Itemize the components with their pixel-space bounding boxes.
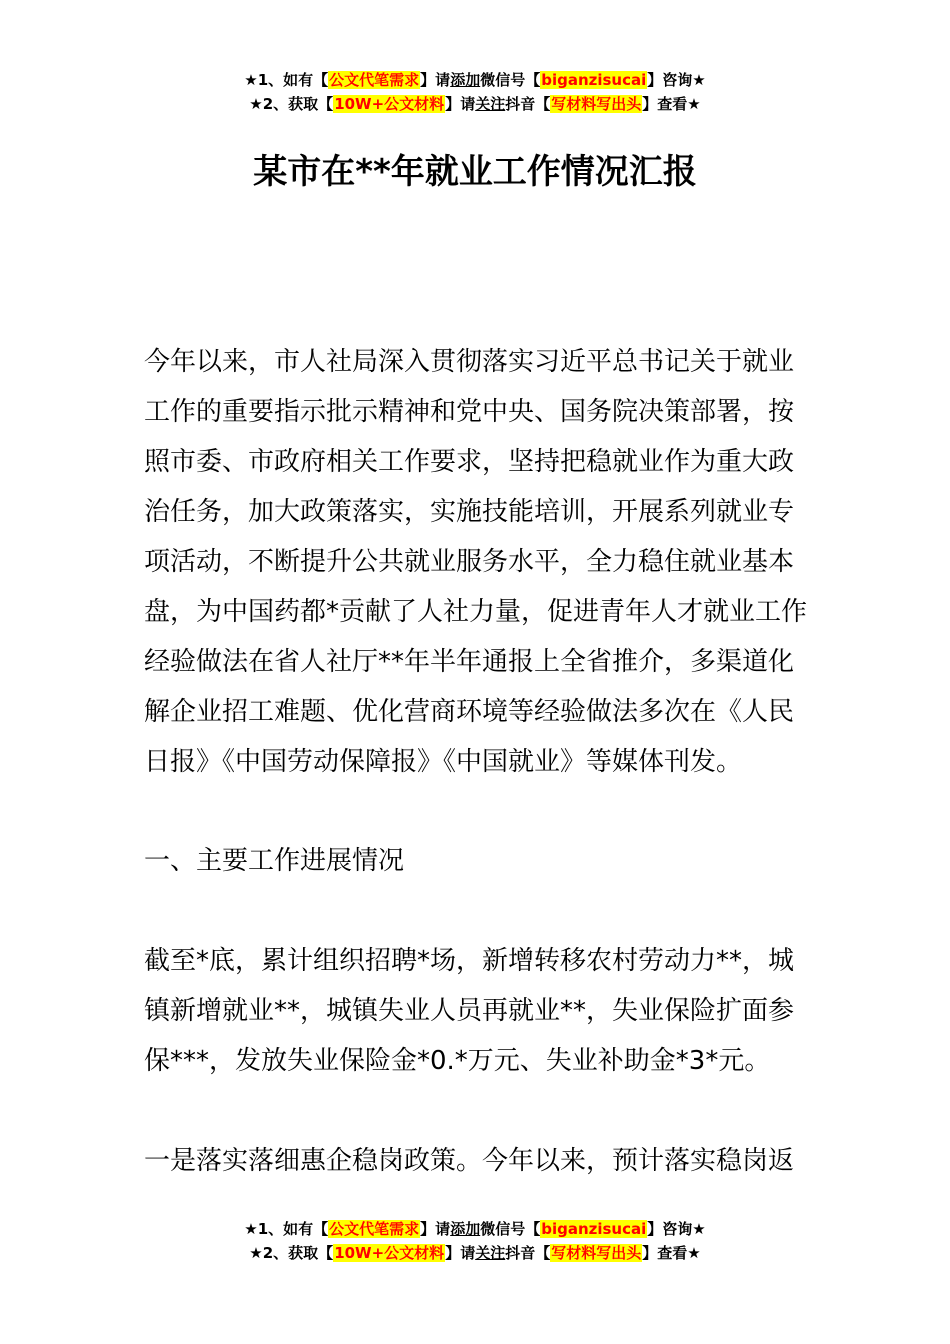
notice-text: ★2、获取【 [249,95,334,113]
section-heading [144,836,808,886]
notice-text: ★1、如有【 [244,71,329,89]
notice-highlight: 公文代笔需求 [329,1220,420,1238]
paragraph-line: 盘，为中国药都*贡献了人社力量，促进青年人才就业工作 [144,597,808,627]
notice-line-2 [0,92,950,116]
paragraph-line: 项活动，不断提升公共就业服务水平，全力稳住就业基本 [144,547,795,577]
point-one-paragraph [144,1136,808,1186]
notice-text: 】请 [445,95,476,113]
notice-text: ★1、如有【 [244,1220,329,1238]
notice-highlight: biganzisucai [541,71,647,89]
paragraph-line: 工作的重要指示批示精神和党中央、国务院决策部署，按 [144,397,795,427]
notice-line-1 [0,68,950,92]
notice-line-2 [0,1241,950,1265]
footer-notice [0,1217,950,1265]
document-title: 某市在**年就业工作情况汇报 [253,152,697,192]
paragraph-line: 解企业招工难题、优化营商环境等经验做法多次在《人民 [144,697,795,727]
header-notice [0,68,950,116]
notice-text: 抖音【 [505,95,551,113]
notice-underline: 关注 [475,1244,506,1262]
notice-text: 】咨询★ [647,71,706,89]
intro-paragraph [144,337,808,787]
notice-line-1 [0,1217,950,1241]
paragraph-line: 今年以来，市人社局深入贯彻落实习近平总书记关于就业 [144,347,795,377]
notice-text: 】查看★ [642,95,701,113]
paragraph-line: 经验做法在省人社厅**年半年通报上全省推介，多渠道化 [144,647,795,677]
notice-text: 微信号【 [480,71,541,89]
notice-underline: 添加 [450,1220,481,1238]
paragraph-line: 保***，发放失业保险金*0.*万元、失业补助金*3*元。 [144,1046,771,1076]
notice-text: 】请 [420,1220,451,1238]
notice-text: 】请 [445,1244,476,1262]
notice-highlight: 公文代笔需求 [329,71,420,89]
section-heading-text: 一、主要工作进展情况 [144,846,405,876]
notice-text: 】请 [420,71,451,89]
paragraph-line: 照市委、市政府相关工作要求，坚持把稳就业作为重大政 [144,447,795,477]
notice-underline: 添加 [450,71,481,89]
notice-highlight: 10W+公文材料 [334,95,445,113]
notice-highlight: biganzisucai [541,1220,647,1238]
paragraph-line: 治任务，加大政策落实，实施技能培训，开展系列就业专 [144,497,795,527]
notice-text: 】查看★ [642,1244,701,1262]
notice-highlight: 写材料写出头 [551,95,642,113]
stats-paragraph [144,936,808,1086]
notice-underline: 关注 [475,95,506,113]
notice-text: 】咨询★ [647,1220,706,1238]
paragraph-line: 截至*底，累计组织招聘*场，新增转移农村劳动力**，城 [144,946,795,976]
notice-text: 抖音【 [505,1244,551,1262]
notice-highlight: 10W+公文材料 [334,1244,445,1262]
notice-highlight: 写材料写出头 [551,1244,642,1262]
paragraph-line: 日报》《中国劳动保障报》《中国就业》等媒体刊发。 [144,747,743,777]
notice-text: 微信号【 [480,1220,541,1238]
paragraph-line: 一是落实落细惠企稳岗政策。今年以来，预计落实稳岗返 [144,1146,795,1176]
paragraph-line: 镇新增就业**，城镇失业人员再就业**，失业保险扩面参 [144,996,795,1026]
notice-text: ★2、获取【 [249,1244,334,1262]
